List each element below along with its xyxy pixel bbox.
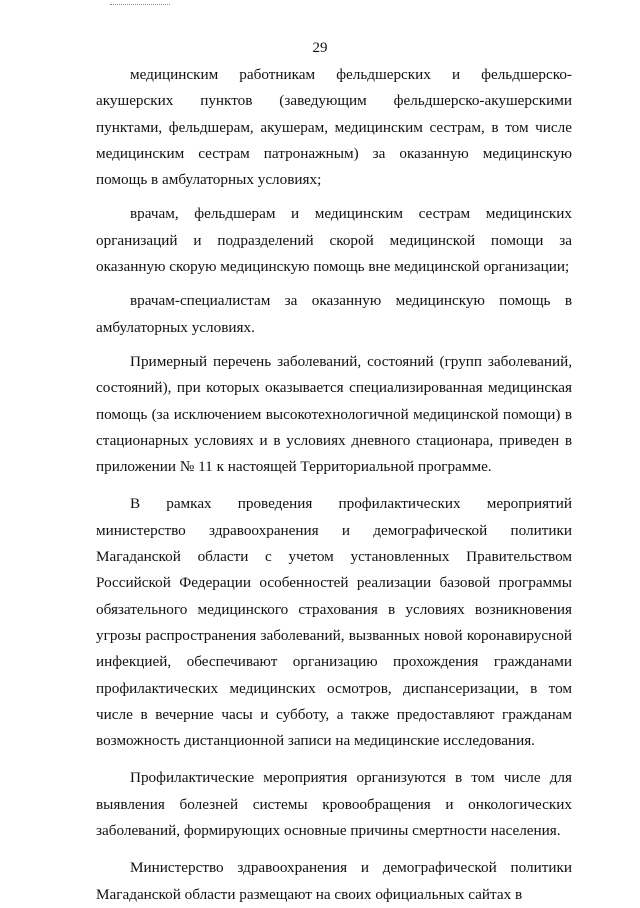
paragraph-specialists: врачам-специалистам за оказанную медицинскую помощь в амбулаторных условиях. — [96, 292, 572, 336]
paragraph-preventive-measures: В рамках проведения профилактических мероприятий министерство здравоохранения и демографической политики Магаданской области с учетом установленных Правительством Российской Федерации особенностей реализации базовой программы обязательного медицинского страхования в условиях возникновения угрозы распространения заболеваний, вызванных новой коронавирусной инфекцией, обеспечивают организацию прохождения гражданами профилактических медицинских осмотров, диспансеризации, в том числе в вечерние часы и субботу, а также предоставляют гражданам возможность дистанционной записи на медицинские исследования. — [96, 495, 572, 750]
scan-artifact — [110, 0, 170, 5]
paragraph-preventive-organization: Профилактические мероприятия организуются в том числе для выявления болезней системы кровообращения и онкологических заболеваний, формирующих основные причины смертности населения. — [96, 769, 572, 840]
paragraph-feldsher-points: медицинским работникам фельдшерских и фельдшерско-акушерских пунктов (заведующим фельдшерско-акушерскими пунктами, фельдшерам, акушерам, медицинским сестрам, в том числе медицинским сестрам патронажным) за оказанную медицинскую помощь в амбулаторных условиях; — [96, 66, 572, 189]
document-body — [96, 62, 572, 908]
paragraph-emergency-care: врачам, фельдшерам и медицинским сестрам медицинских организаций и подразделений скорой медицинской помощи за оказанную скорую медицинскую помощь вне медицинской организации; — [96, 205, 572, 276]
paragraph-ministry-websites: Министерство здравоохранения и демографической политики Магаданской области размещают на своих официальных сайтах в — [96, 859, 572, 903]
paragraph-disease-list: Примерный перечень заболеваний, состояний (групп заболеваний, состояний), при которых оказывается специализированная медицинская помощь (за исключением высокотехнологичной медицинской помощи) в стационарных условиях и в условиях дневного стационара, приведен в приложении № 11 к настоящей Территориальной программе. — [96, 352, 572, 476]
page-number: 29 — [312, 40, 328, 56]
